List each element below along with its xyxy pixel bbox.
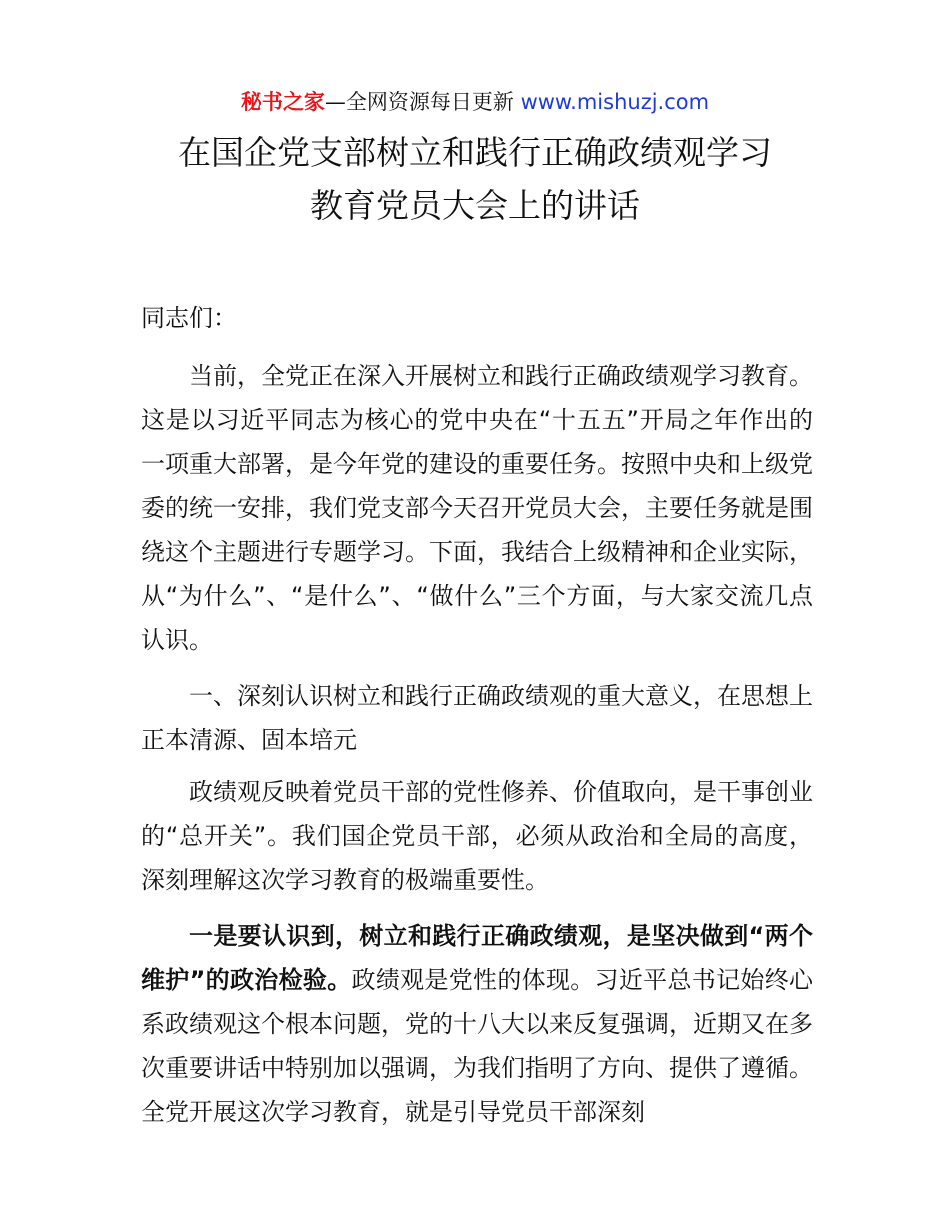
document-title-line-2: 教育党员大会上的讲话 — [310, 186, 640, 225]
document-body — [141, 296, 813, 1146]
paragraph-3-bold-lead: 一是要认识到，树立和践行正确政绩观，是坚决做到“两个维护”的政治检验。 — [141, 922, 813, 994]
intro-paragraph: 当前，全党正在深入开展树立和践行正确政绩观学习教育。这是以习近平同志为核心的党中央在“十五五”开局之年作出的一项重大部署，是今年党的建设的重要任务。按照中央和上级党委的统一安排，我们党支部今天召开党员大会，主要任务就是围绕这个主题进行专题学习。下面，我结合上级精神和企业实际，从“为什么”、“是什么”、“做什么”三个方面，与大家交流几点认识。 — [141, 362, 813, 654]
site-url-link[interactable]: www.mishuzj.com — [520, 90, 710, 114]
site-header — [0, 88, 950, 116]
section-heading-1: 一、深刻认识树立和践行正确政绩观的重大意义，在思想上正本清源、固本培元 — [141, 682, 813, 754]
paragraph-3-text: 政绩观是党性的体现。习近平总书记始终心系政绩观这个根本问题，党的十八大以来反复强调，近期又在多次重要讲话中特别加以强调，为我们指明了方向、提供了遵循。全党开展这次学习教育，就是引导党员干部深刻 — [141, 966, 813, 1126]
brand-name: 秘书之家 — [240, 90, 325, 114]
greeting: 同志们： — [141, 304, 237, 332]
paragraph-3 — [141, 914, 813, 1134]
header-slogan: —全网资源每日更新 — [324, 90, 514, 114]
paragraph-2: 政绩观反映着党员干部的党性修养、价值取向，是干事创业的“总开关”。我们国企党员干部，必须从政治和全局的高度，深刻理解这次学习教育的极端重要性。 — [141, 778, 813, 894]
document-title-line-1: 在国企党支部树立和践行正确政绩观学习 — [178, 133, 772, 172]
